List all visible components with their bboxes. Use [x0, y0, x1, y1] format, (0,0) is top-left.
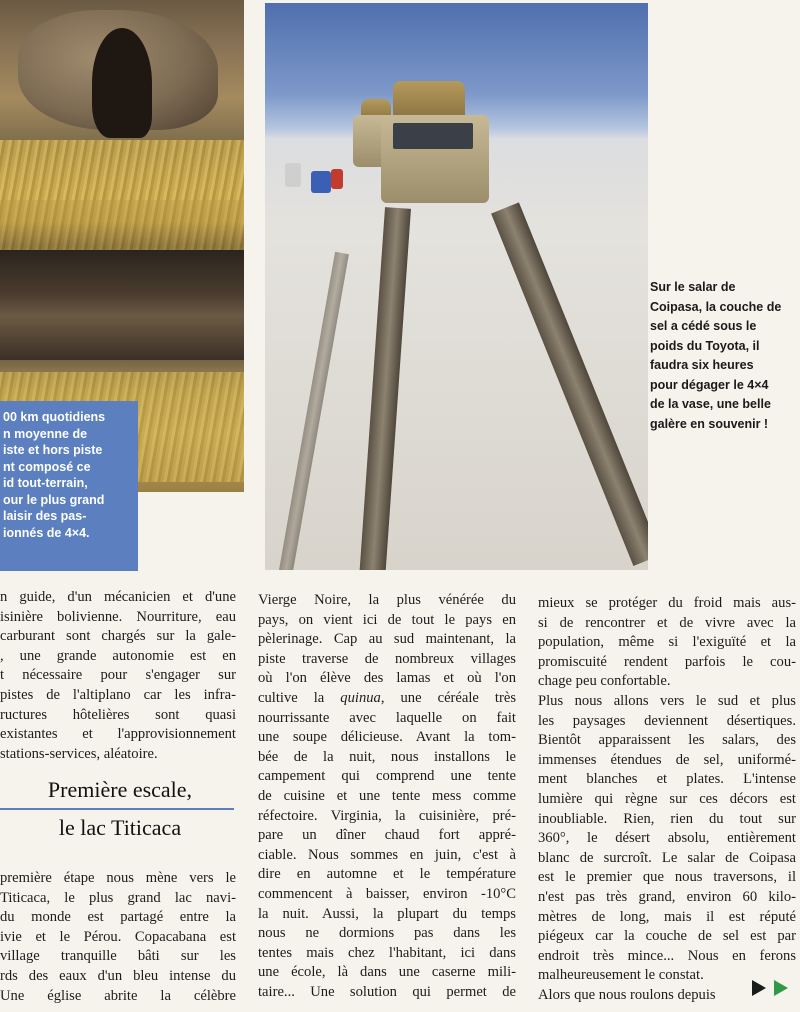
arrow-right-icon — [774, 980, 788, 996]
text-line: t nécessaire pour s'engager sur — [0, 667, 236, 684]
tire-track — [491, 202, 648, 566]
stream — [0, 250, 244, 360]
caption-line: pour dégager le 4×4 — [650, 377, 769, 392]
roof-rack — [393, 81, 465, 119]
text-line: où l'on élève des lamas et où l'on — [258, 670, 516, 687]
text-line: 360°, le désert absolu, entièrement — [538, 830, 796, 847]
caption-line: 00 km quotidiens — [3, 410, 106, 424]
article-column-1 — [0, 588, 236, 764]
text-line: lumière qui règne sur ces décors est — [538, 790, 796, 807]
text-line: , une grande autonomie est en — [0, 647, 236, 664]
text-line: immenses étendues de sel, uniformé- — [538, 751, 796, 768]
caption-line: poids du Toyota, il — [650, 338, 760, 353]
photo-caption-right — [650, 278, 800, 434]
caption-line: ionnés de 4×4. — [3, 525, 90, 540]
article-column-3 — [538, 594, 796, 1005]
caption-line: Coipasa, la couche de — [650, 299, 782, 314]
text-line: inoubliable. Rien, rien du tout sur — [538, 810, 796, 827]
text-line: rds des eaux d'un bleu intense du — [0, 967, 236, 984]
text-line — [258, 689, 516, 709]
article-column-2 — [258, 591, 516, 1002]
text-line: nous ne dormions pas dans les — [258, 925, 516, 942]
text-line: ciable. Nous sommes en juin, c'est à — [258, 846, 516, 863]
text-line: ment blanches et plates. L'intense — [538, 771, 796, 788]
text-line: pare un dîner chaud fort appré- — [258, 827, 516, 844]
text-line: Une église abrite la célèbre — [0, 987, 236, 1004]
caption-line: our le plus grand — [3, 492, 105, 507]
heading-line: le lac Titicaca — [58, 815, 182, 840]
text-line: Vierge Noire, la plus vénérée du — [258, 592, 516, 608]
barrel — [285, 163, 301, 187]
caption-line: iste et hors piste — [3, 443, 103, 457]
caption-line: galère en souvenir ! — [650, 416, 769, 431]
text-line: Titicaca, le plus grand lac navi- — [0, 889, 236, 906]
caption-line: faudra six heures — [650, 358, 754, 372]
caption-line: Sur le salar de — [650, 280, 736, 294]
text-line: blanc de surcroît. Le salar de Coipasa — [538, 849, 796, 866]
barrel — [331, 169, 343, 189]
text-line: promiscuité rendent parfois le cou- — [538, 653, 796, 670]
text-line: taire... Une solution qui permet de — [258, 983, 516, 1000]
text-line: endroit très mince... Nous en ferons — [538, 947, 796, 964]
text-segment: , une céréale très — [380, 689, 516, 706]
text-line: ructures hôtelières sont quasi — [0, 706, 236, 723]
text-line: carburant sont chargés sur la gale- — [0, 628, 236, 645]
salt-flat-photo — [265, 3, 648, 570]
caption-line: n moyenne de — [3, 426, 88, 441]
text-line: piégeux car la couche de sel est par — [538, 928, 796, 945]
caption-line: laisir des pas- — [3, 509, 87, 523]
text-line: première étape nous mène vers le — [0, 870, 236, 886]
text-line: ivie et le Pérou. Copacabana est — [0, 928, 236, 945]
caption-line: sel a cédé sous le — [650, 319, 757, 333]
text-line: une école, là dans une caserne mili- — [258, 964, 516, 981]
text-line: une soupe délicieuse. Avant la tom- — [258, 729, 516, 746]
text-line: Plus nous allons vers le sud et plus — [538, 692, 796, 709]
text-line: mètres de long, mais il est réputé — [538, 908, 796, 925]
text-line: la nuit. Aussi, la plupart du temps — [258, 905, 516, 922]
tire-track — [359, 207, 411, 570]
continue-arrows — [752, 978, 798, 998]
barrel — [311, 171, 331, 193]
text-line: Bientôt apparaissent les salars, des — [538, 732, 796, 749]
text-line: réfectoire. Virginia, la cuisinière, pré- — [258, 807, 516, 824]
text-line: tentes mais chez l'habitant, ici dans — [258, 944, 516, 961]
text-line: chage peu confortable. — [538, 673, 671, 690]
grass-tufts — [0, 190, 244, 250]
text-line: Alors que nous roulons depuis — [538, 986, 716, 1003]
caption-line: id tout-terrain, — [3, 476, 88, 490]
italic-word: quinua — [340, 689, 381, 706]
text-line: stations-services, aléatoire. — [0, 745, 158, 762]
windshield — [393, 123, 473, 149]
text-line: isinière bolivienne. Nourriture, eau — [0, 608, 236, 625]
tire-track — [278, 252, 349, 570]
text-line: pèlerinage. Cap au sud maintenant, la — [258, 631, 516, 648]
text-line: nourrissante avec laquelle on fait — [258, 709, 516, 726]
text-line: campement qui comprend une tente — [258, 768, 516, 785]
text-line: bée de la nuit, nous installons le — [258, 748, 516, 765]
article-column-1-continued — [0, 869, 236, 1006]
text-line: dire en automne et le température — [258, 866, 516, 883]
text-line: n'est pas très grand, environ 60 kilo- — [538, 888, 796, 905]
text-line: mieux se protéger du froid mais aus- — [538, 595, 796, 611]
text-line: les paysages deviennent désertiques. — [538, 712, 796, 729]
photo-caption-left — [0, 401, 138, 571]
caption-line: de la vase, une belle — [650, 397, 771, 411]
caption-line: nt composé ce — [3, 459, 91, 474]
text-line: du monde est partagé entre la — [0, 909, 236, 926]
text-line: population, même si l'exiguïté et la — [538, 634, 796, 651]
text-line: est le premier que nous traversons, il — [538, 869, 796, 886]
heading-line: Première escale, — [47, 777, 193, 802]
section-heading — [0, 772, 240, 846]
arrow-right-icon — [752, 980, 766, 996]
text-line: n guide, d'un mécanicien et d'une — [0, 589, 236, 605]
text-line: pistes de l'altiplano car les infra- — [0, 686, 236, 703]
text-line: piste traverse de nombreux villages — [258, 650, 516, 667]
text-line: pays, on vient ici de tout le pays en — [258, 611, 516, 628]
rock-cave — [92, 28, 152, 138]
text-line: si de rencontrer et de vivre avec la — [538, 614, 796, 631]
text-line: malheureusement le constat. — [538, 967, 704, 984]
text-line: de cuisine et une tente mess comme — [258, 787, 516, 804]
text-line: existantes et l'approvisionnement — [0, 726, 236, 743]
text-segment: cultive la — [258, 689, 341, 706]
text-line: village tranquille bâti sur les — [0, 948, 236, 965]
text-line: commencent à baisser, environ -10°C — [258, 885, 516, 902]
